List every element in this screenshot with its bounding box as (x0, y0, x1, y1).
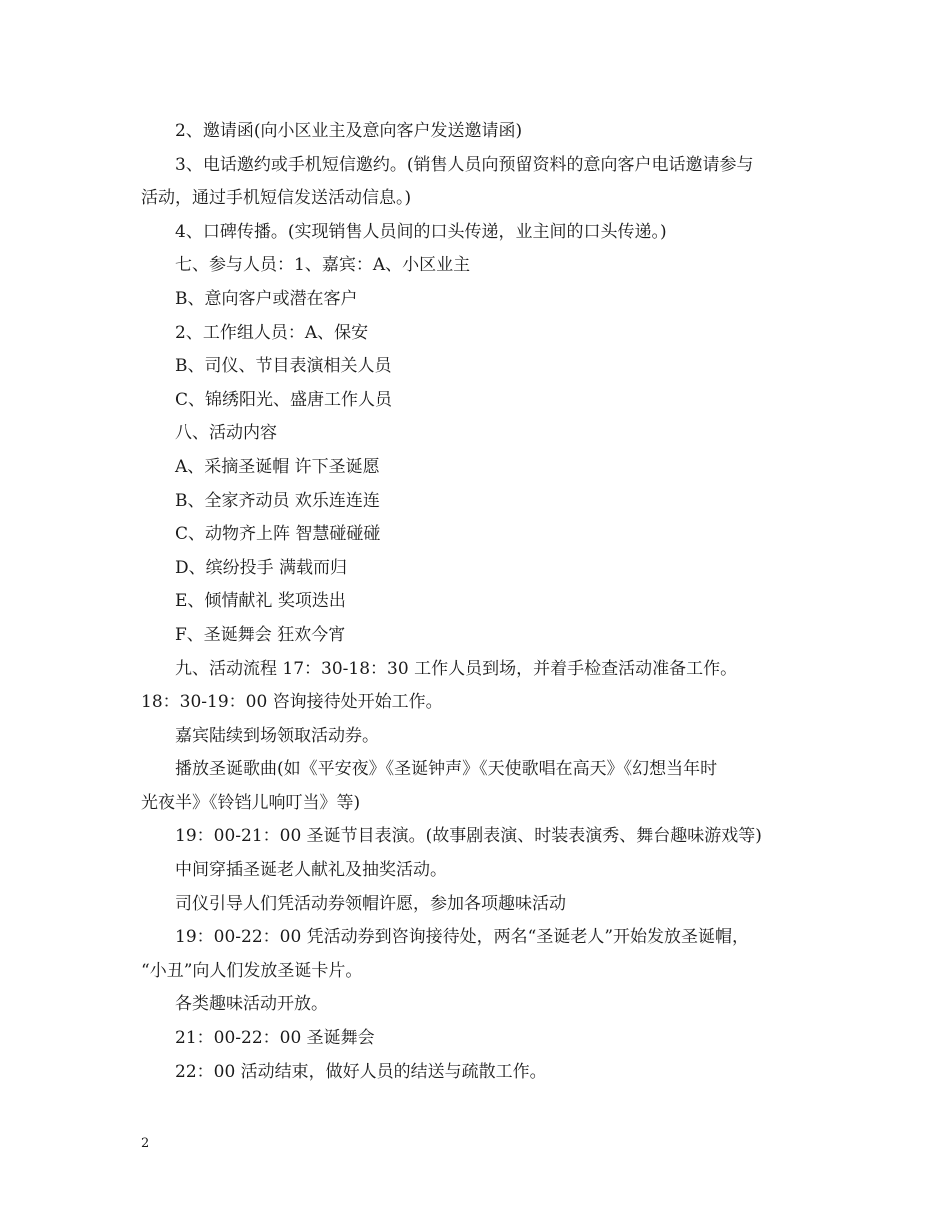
text-line: 光夜半》《铃铛儿响叮当》等) (141, 792, 361, 813)
text-line: 19：00-21：00 圣诞节目表演。(故事剧表演、时装表演秀、舞台趣味游戏等) (175, 826, 762, 847)
document-body (141, 115, 831, 1089)
text-line: 播放圣诞歌曲(如《平安夜》《圣诞钟声》《天使歌唱在高天》《幻想当年时 (175, 759, 718, 780)
text-line: 九、活动流程 17：30-18：30 工作人员到场，并着手检查活动准备工作。 (175, 658, 738, 679)
text-line: F、圣诞舞会 狂欢今宵 (175, 624, 346, 645)
text-line: 3、电话邀约或手机短信邀约。(销售人员向预留资料的意向客户电话邀请参与 (175, 154, 754, 175)
text-line: E、倾情献礼 奖项迭出 (175, 591, 346, 612)
text-line: 活动，通过手机短信发送活动信息。) (141, 188, 412, 209)
text-line: 中间穿插圣诞老人献礼及抽奖活动。 (175, 860, 447, 881)
text-line: 21：00-22：00 圣诞舞会 (175, 1028, 375, 1049)
text-line: 嘉宾陆续到场领取活动券。 (175, 725, 379, 746)
text-line: D、缤纷投手 满载而归 (175, 557, 348, 578)
text-line: 各类趣味活动开放。 (175, 994, 328, 1015)
text-line: “小丑”向人们发放圣诞卡片。 (141, 960, 363, 981)
text-line: C、锦绣阳光、盛唐工作人员 (175, 389, 393, 410)
text-line: B、意向客户或潜在客户 (175, 288, 358, 309)
text-line: 2、邀请函(向小区业主及意向客户发送邀请函) (175, 121, 523, 141)
text-line: 七、参与人员：1、嘉宾：A、小区业主 (175, 255, 471, 276)
text-line: 4、口碑传播。(实现销售人员间的口头传递，业主间的口头传递。) (175, 221, 667, 242)
text-line: B、全家齐动员 欢乐连连连 (175, 490, 380, 511)
text-line: 19：00-22：00 凭活动券到咨询接待处，两名“圣诞老人”开始发放圣诞帽， (175, 927, 750, 948)
text-line: B、司仪、节目表演相关人员 (175, 356, 392, 377)
text-line: A、采摘圣诞帽 许下圣诞愿 (175, 456, 380, 477)
text-line: 八、活动内容 (175, 423, 277, 444)
text-line: 18：30-19：00 咨询接待处开始工作。 (141, 692, 443, 713)
page-number: 2 (141, 1136, 150, 1151)
text-line: 司仪引导人们凭活动券领帽许愿，参加各项趣味活动 (175, 893, 566, 914)
text-line: 2、工作组人员：A、保安 (175, 322, 369, 343)
text-line: 22：00 活动结束，做好人员的结送与疏散工作。 (175, 1061, 547, 1082)
text-line: C、动物齐上阵 智慧碰碰碰 (175, 524, 381, 545)
